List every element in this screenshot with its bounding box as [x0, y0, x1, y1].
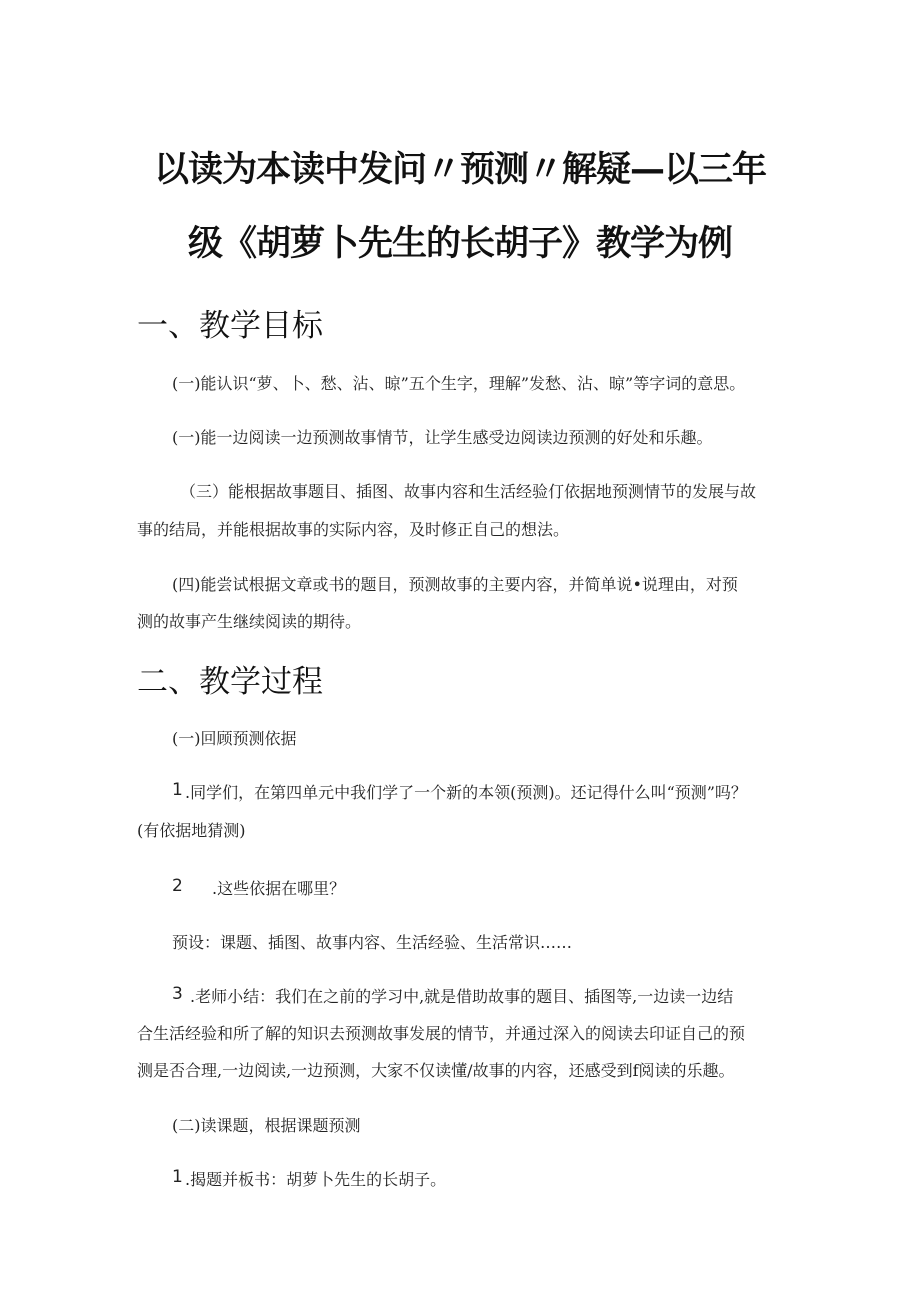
item-1-line-1: .同学们，在第四单元中我们学了一个新的本领(预测)。还记得什么叫“预测”吗？	[185, 783, 747, 802]
item-3-line-3: 测是否合理,一边阅读,一边预测，大家不仅读懂/故事的内容，还感受到f阅读的乐趣。	[137, 1061, 735, 1080]
item-3-line-2: 合生活经验和所了解的知识去预测故事发展的情节，并通过深入的阅读去印证自己的预	[137, 1024, 746, 1043]
item-2-number: 2	[172, 876, 183, 896]
section-heading-teaching-process: 二、教学过程	[137, 664, 323, 700]
subsection-review: (一)回顾预测依据	[172, 729, 297, 748]
goal-3-line-2: 事的结局，并能根据故事的实际内容，及时修正自己的想法。	[137, 520, 570, 539]
item-4-text: .揭题并板书：胡萝卜先生的长胡子。	[185, 1170, 447, 1189]
item-2-text: .这些依据在哪里？	[212, 879, 346, 898]
page-title-line-2: 级《胡萝卜先生的长胡子》教学为例	[187, 224, 732, 264]
subsection-read-title: (二)读课题，根据课题预测	[172, 1116, 361, 1135]
goal-4-line-2: 测的故事产生继续阅读的期待。	[137, 612, 362, 631]
goal-2: (一)能一边阅读一边预测故事情节，让学生感受边阅读边预测的好处和乐趣。	[172, 428, 713, 447]
goal-4-line-1: (四)能尝试根据文章或书的题目，预测故事的主要内容，并简单说•说理由，对预	[172, 575, 738, 594]
page-title-line-1: 以读为本读中发问〃预测〃解疑—以三年	[153, 150, 766, 190]
item-4-number: 1	[172, 1167, 183, 1187]
preset-text: 预设：课题、插图、故事内容、生活经验、生活常识……	[172, 933, 573, 952]
goal-1: (一)能认识“萝、卜、愁、沾、晾”五个生字，理解”发愁、沾、晾”等字词的意思。	[172, 374, 746, 393]
item-3-number: 3	[172, 984, 183, 1004]
item-1-line-2: (有依据地猜测)	[137, 821, 246, 840]
section-heading-teaching-goals: 一、教学目标	[137, 308, 323, 344]
item-3-line-1: .老师小结：我们在之前的学习中,就是借助故事的题目、插图等,一边读一边结	[190, 987, 734, 1006]
item-1-number: 1	[172, 780, 183, 800]
goal-3-line-1: （三）能根据故事题目、插图、故事内容和生活经验仃依据地预测情节的发展与故	[180, 482, 757, 501]
